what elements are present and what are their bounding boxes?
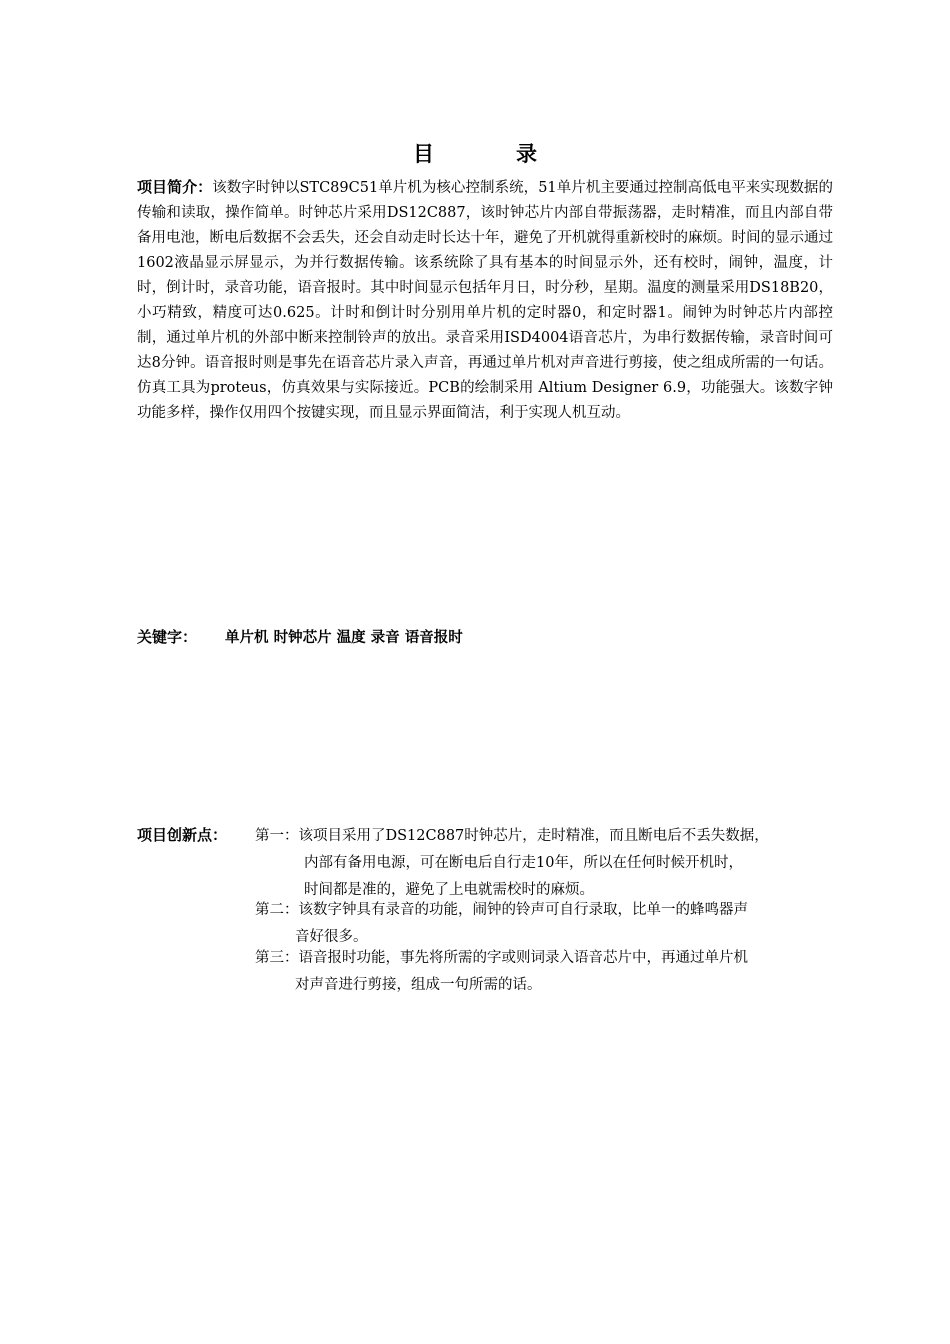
innovation-item-3-line-2: 对声音进行剪接，组成一句所需的话。 [295, 977, 542, 993]
innovation-item-3 [255, 945, 748, 999]
innovation-item-3-line-1: 第三：语音报时功能，事先将所需的字或则词录入语音芯片中，再通过单片机 [255, 950, 748, 966]
intro-label: 项目简介： [137, 178, 213, 196]
innovation-item-2-line-1: 第二：该数字钟具有录音的功能，闹钟的铃声可自行录取，比单一的蜂鸣器声 [255, 902, 748, 918]
keywords-values: 单片机 时钟芯片 温度 录音 语音报时 [225, 630, 463, 646]
innovation-item-1-line-1: 第一：该项目采用了DS12C887时钟芯片，走时精准，而且断电后不丢失数据， [255, 828, 769, 844]
keywords-label: 关键字： [137, 628, 198, 646]
intro-text: 该数字时钟以STC89C51单片机为核心控制系统，51单片机主要通过控制高低电平来实现数据的传输和读取，操作简单。时钟芯片采用DS12C887，该时钟芯片内部自带振荡器，走时精准，而且内部自带备用电池，断电后数据不会丢失，还会自动走时长达十年，避免了开机就得重新校时的麻烦。时间的显示通过1602液晶显示屏显示，为并行数据传输。该系统除了具有基本的时间显示外，还有校时，闹钟，温度，计时，倒计时，录音功能，语音报时。其中时间显示包括年月日，时分秒，星期。温度的测量采用DS18B20，小巧精致，精度可达0.625。计时和倒计时分别用单片机的定时器0，和定时器1。闹钟为时钟芯片内部控制，通过单片机的外部中断来控制铃声的放出。录音采用ISD4004语音芯片，为串行数据传输，录音时间可达8分钟。语音报时则是事先在语音芯片录入声音，再通过单片机对声音进行剪接，使之组成所需的一句话。仿真工具为proteus，仿真效果与实际接近。PCB的绘制采用 Altium Designer 6.9，功能强大。该数字钟功能多样，操作仅用四个按键实现，而且显示界面简洁，利于实现人机互动。 [137, 180, 833, 421]
innovation-item-1-line-2: 内部有备用电源，可在断电后自行走10年，所以在任何时候开机时， [304, 855, 743, 871]
innovation-item-2-line-2: 音好很多。 [295, 929, 368, 945]
innovation-item-1 [255, 823, 769, 904]
keywords-section [137, 625, 833, 651]
page-title: 目录 [413, 142, 619, 166]
innovation-item-1-line-3: 时间都是准的，避免了上电就需校时的麻烦。 [304, 882, 594, 898]
innovation-item-2 [255, 897, 748, 951]
innovations-label: 项目创新点： [137, 826, 228, 844]
project-intro [137, 175, 833, 426]
